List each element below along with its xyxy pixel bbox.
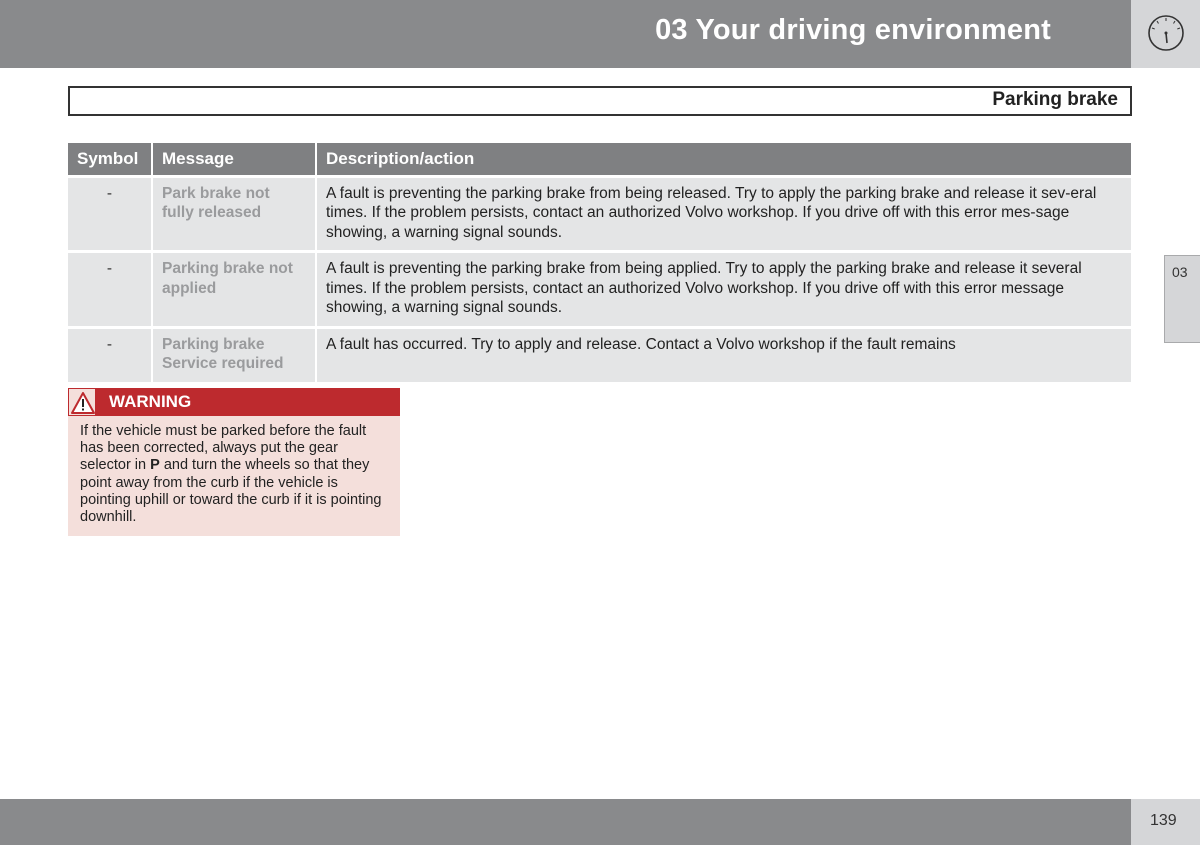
column-header-description: Description/action [316, 143, 1131, 176]
table-row [68, 176, 1131, 252]
message-cell [152, 252, 316, 328]
warning-label: WARNING [109, 392, 192, 411]
chapter-icon-box [1131, 0, 1200, 68]
section-title: Parking brake [992, 89, 1118, 110]
message-cell [152, 176, 316, 252]
warning-text-part: and turn the wheels so that they point away from the curb if the vehicle is pointing uphill or toward the curb if it is pointing downhill. [80, 457, 382, 526]
column-header-symbol: Symbol [68, 143, 152, 176]
message-line: Park brake not [162, 184, 270, 202]
symbol-cell: - [68, 176, 152, 252]
message-line: applied [162, 279, 217, 297]
chapter-title: 03 Your driving environment [655, 14, 1051, 46]
message-line: Parking brake [162, 335, 265, 353]
table-header-row [68, 143, 1131, 176]
warning-header [68, 388, 400, 416]
section-heading-box [68, 86, 1132, 116]
table-row [68, 252, 1131, 328]
message-cell [152, 327, 316, 382]
description-cell: A fault is preventing the parking brake from being released. Try to apply the parking brake and release it sev-eral times. If the problem persists, contact an authorized Volvo workshop. If you drive off with this error mes-sage showing, a warning signal sounds. [316, 176, 1131, 252]
footer-bar [0, 799, 1131, 845]
chapter-side-tab [1164, 255, 1200, 343]
warning-box [68, 388, 400, 536]
warning-text [80, 423, 392, 526]
warning-icon-frame [68, 388, 96, 416]
description-cell: A fault has occurred. Try to apply and release. Contact a Volvo workshop if the fault remains [316, 327, 1131, 382]
message-line: Parking brake not [162, 260, 293, 277]
messages-table [68, 143, 1131, 382]
warning-triangle-icon [70, 390, 96, 416]
message-line: fully released [162, 204, 262, 221]
side-tab-label: 03 [1172, 264, 1188, 280]
description-cell: A fault is preventing the parking brake from being applied. Try to apply the parking brake and release it several times. If the problem persists, contact an authorized Volvo workshop. If you drive off with this error message showing, a warning signal sounds. [316, 252, 1131, 328]
warning-text-part: If the vehicle must be parked before the fault has been corrected, always put the gear selector in [80, 423, 367, 474]
page-number: 139 [1150, 812, 1177, 829]
symbol-cell: - [68, 327, 152, 382]
column-header-message: Message [152, 143, 316, 176]
message-line: Service required [162, 355, 284, 372]
gear-position-letter: P [150, 457, 160, 474]
symbol-cell: - [68, 252, 152, 328]
page-number-box [1131, 799, 1200, 845]
table-row [68, 327, 1131, 382]
speedometer-gauge-icon [1146, 13, 1186, 53]
chapter-header-bar [0, 0, 1131, 68]
